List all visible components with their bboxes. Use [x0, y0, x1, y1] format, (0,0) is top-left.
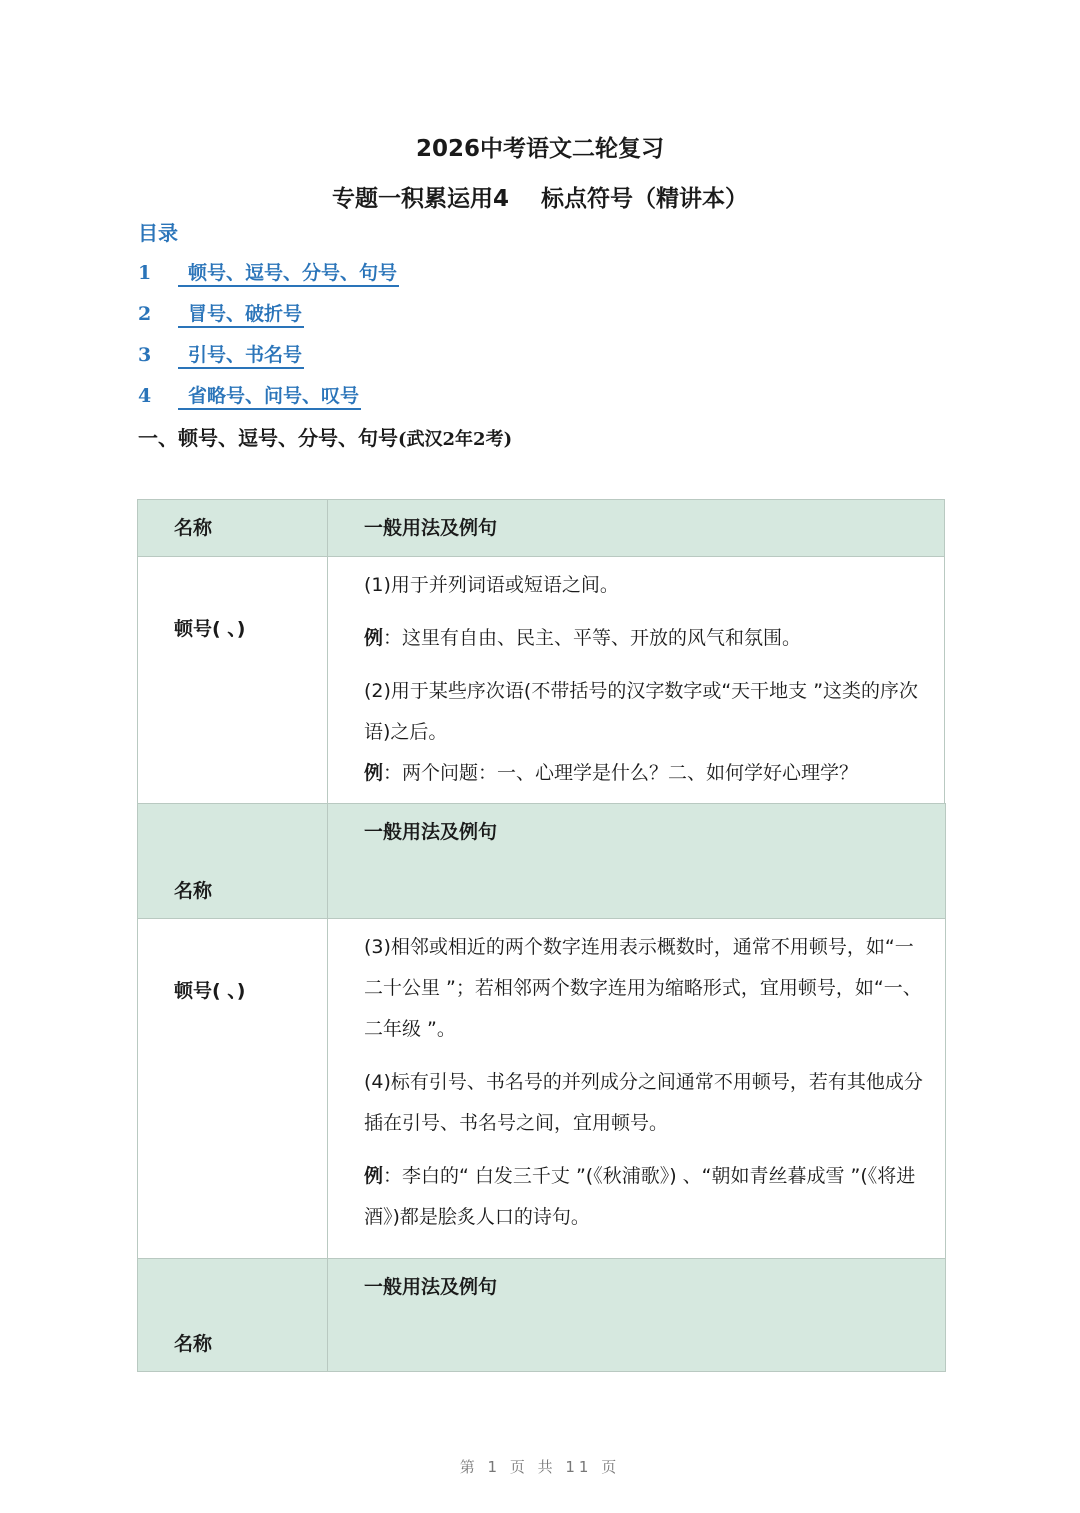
toc-item-2[interactable] [138, 299, 304, 326]
toc-link[interactable]: 省略号、问号、叹号 [178, 385, 361, 410]
example-label: 例 [364, 627, 384, 649]
usage-text: (4)标有引号、书名号的并列成分之间通常不用顿号，若有其他成分插在引号、书名号之间，宜用顿号。 [364, 1071, 923, 1134]
section-heading [138, 422, 512, 451]
header-usage-cell: 一般用法及例句 [328, 804, 946, 919]
header-name-cell: 名称 [138, 804, 328, 919]
document-title: 2026中考语文二轮复习 [415, 136, 664, 162]
example-text [364, 1156, 931, 1238]
name-cell: 顿号( 、) [138, 919, 328, 1259]
toc-item-number: 1 [138, 262, 152, 284]
table-header-row [138, 500, 945, 557]
usage-cell [328, 557, 945, 804]
toc-link[interactable]: 顿号、逗号、分号、句号 [178, 262, 399, 287]
table-header-row [138, 804, 946, 919]
name-cell: 顿号( 、) [138, 557, 328, 804]
header-usage-cell: 一般用法及例句 [328, 1259, 946, 1372]
example-text [364, 618, 930, 659]
table-row [138, 919, 946, 1259]
example-body: ：两个问题：一、心理学是什么？二、如何学好心理学？ [383, 762, 859, 784]
example-body: ：这里有自由、民主、平等、开放的风气和氛围。 [383, 627, 802, 649]
toc-item-number: 2 [138, 303, 152, 325]
header-usage-cell: 一般用法及例句 [328, 500, 945, 557]
table-header-row [138, 1259, 946, 1372]
toc-item-number: 3 [138, 344, 152, 366]
toc-link[interactable]: 引号、书名号 [178, 344, 304, 369]
toc-item-number: 4 [138, 385, 152, 407]
toc-heading: 目录 [138, 221, 178, 245]
header-name-cell: 名称 [138, 1259, 328, 1372]
document-subtitle: 专题一积累运用4 标点符号（精讲本） [331, 186, 749, 212]
header-name-cell: 名称 [138, 500, 328, 557]
page-footer: 第 1 页 共 11 页 [459, 1458, 621, 1476]
table-row [138, 557, 945, 804]
punctuation-table-1 [137, 499, 945, 804]
toc-item-4[interactable] [138, 381, 361, 408]
usage-cell [328, 919, 946, 1259]
usage-text: (2)用于某些序次语(不带括号的汉字数字或“天干地支 ”这类的序次语)之后。 [364, 680, 919, 743]
section-source: (武汉2年2考) [398, 429, 513, 450]
example-text [364, 753, 930, 794]
toc-link[interactable]: 冒号、破折号 [178, 303, 304, 328]
section-title: 一、顿号、逗号、分号、句号 [138, 426, 398, 450]
example-body: ：李白的“ 白发三千丈 ”(《秋浦歌》) 、“朝如青丝暮成雪 ”(《将进酒》)都是脍炙人口的诗句。 [364, 1165, 916, 1228]
usage-text: (3)相邻或相近的两个数字连用表示概数时，通常不用顿号，如“一二十公里 ”；若相邻两个数字连用为缩略形式，宜用顿号，如“一、二年级 ”。 [364, 936, 922, 1040]
example-label: 例 [364, 762, 384, 784]
punctuation-table-2 [137, 803, 946, 1259]
punctuation-table-3 [137, 1258, 946, 1372]
usage-text: (1)用于并列词语或短语之间。 [364, 574, 619, 596]
toc-item-1[interactable] [138, 258, 399, 285]
example-label: 例 [364, 1165, 384, 1187]
toc-item-3[interactable] [138, 340, 304, 367]
